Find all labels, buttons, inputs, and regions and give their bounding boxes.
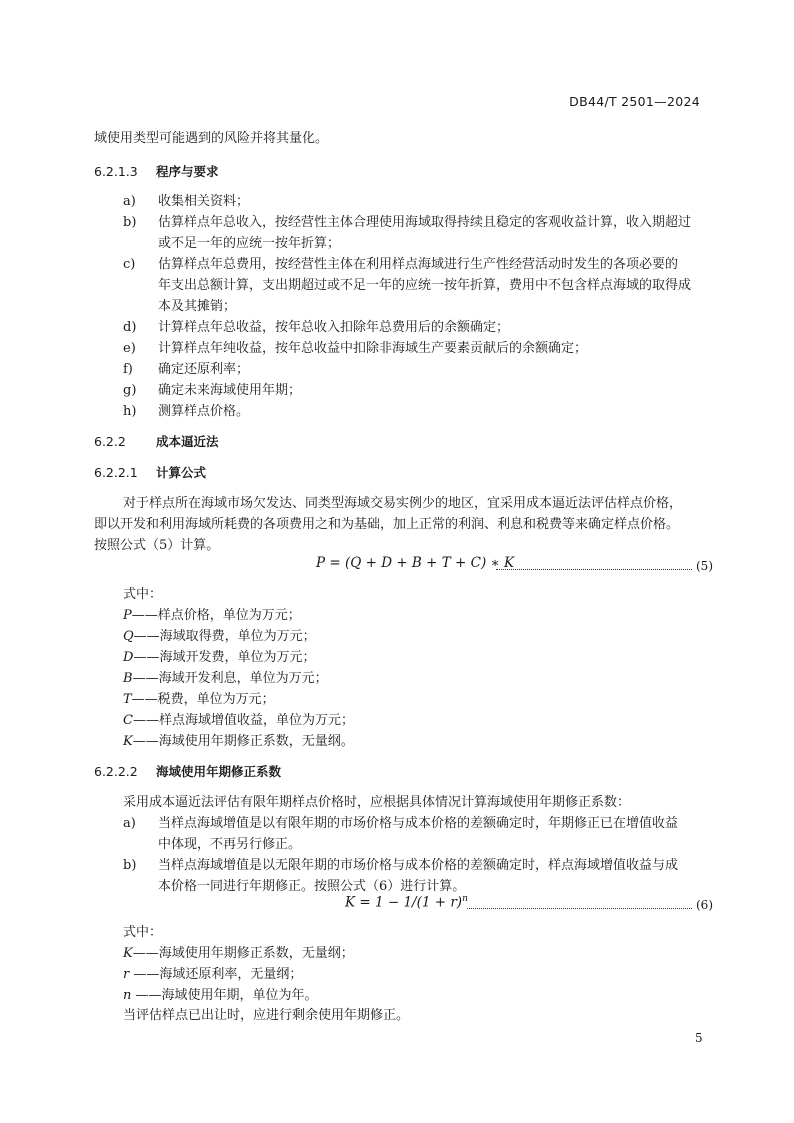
paragraph-line: 对于样点所在海域市场欠发达、同类型海域交易实例少的地区，宜采用成本逼近法评估样点价格，	[123, 496, 683, 511]
variable-description: ——海域开发利息，单位为万元；	[132, 671, 328, 686]
variable-definition	[123, 710, 354, 731]
closing-line: 当评估样点已出让时，应进行剩余使用年期修正。	[123, 1008, 410, 1023]
document-id: DB44/T 2501—2024	[569, 94, 700, 109]
intro-line: 域使用类型可能遇到的风险并将其量化。	[94, 131, 329, 146]
page-number: 5	[695, 1031, 703, 1045]
list-label: h)	[123, 404, 137, 419]
variable-description: ——海域使用年期修正系数，无量纲；	[132, 946, 354, 961]
where-label: 式中：	[123, 925, 163, 940]
section-number: 6.2.2.1	[94, 465, 138, 480]
section-heading-6-2-2	[94, 432, 219, 450]
variable-definition	[123, 985, 318, 1006]
formula-6	[345, 894, 468, 911]
section-heading-6-2-1-3	[94, 162, 219, 180]
variable-description: ——税费，单位为万元；	[131, 692, 275, 707]
variable-description: ——样点海域增值收益，单位为万元；	[132, 713, 354, 728]
list-item	[123, 813, 723, 855]
section-title: 计算公式	[156, 465, 207, 480]
section-title: 海域使用年期修正系数	[156, 764, 282, 779]
equation-number: (5)	[696, 559, 713, 573]
variable-symbol: K	[123, 734, 133, 749]
list-label: b)	[123, 858, 137, 873]
variable-symbol: B	[123, 671, 133, 686]
section-number: 6.2.1.3	[94, 164, 138, 179]
variable-definition	[123, 605, 301, 626]
leader-dots	[467, 908, 692, 909]
list-label: c)	[123, 257, 136, 272]
formula-body: K = 1 − 1/(1 + r)	[345, 894, 463, 911]
list-text: 年支出总额计算，支出期超过或不足一年的应统一按年折算，费用中不包含样点海域的取得成	[158, 278, 692, 293]
list-label: f)	[123, 362, 133, 377]
where-label: 式中：	[123, 587, 163, 602]
formula-exponent: n	[462, 894, 468, 904]
variable-description: ——海域还原利率，无量纲；	[129, 967, 303, 982]
list-text: 计算样点年纯收益，按年总收益中扣除非海域生产要素贡献后的余额确定；	[158, 341, 588, 356]
paragraph-line: 即以开发和利用海域所耗费的各项费用之和为基础，加上正常的利润、利息和税费等来确定样点价格。	[94, 517, 680, 532]
list-item	[123, 855, 723, 897]
list-item	[123, 254, 723, 317]
list-label: g)	[123, 383, 137, 398]
list-label: a)	[123, 816, 136, 831]
paragraph-line: 按照公式（5）计算。	[94, 538, 220, 553]
list-text: 估算样点年总收入，按经营性主体合理使用海域取得持续且稳定的客观收益计算，收入期超过	[158, 215, 692, 230]
equation-number: (6)	[696, 898, 713, 912]
list-text: 收集相关资料；	[158, 194, 250, 209]
list-text: 测算样点价格。	[158, 404, 250, 419]
variable-description: ——海域开发费，单位为万元；	[133, 650, 316, 665]
leader-dots	[496, 569, 692, 570]
list-label: b)	[123, 215, 137, 230]
list-text: 中体现，不再另行修正。	[158, 837, 302, 852]
list-text: 或不足一年的应统一按年折算；	[158, 236, 341, 251]
variable-description: ——样点价格，单位为万元；	[131, 608, 301, 623]
list-text: 当样点海域增值是以无限年期的市场价格与成本价格的差额确定时，样点海域增值收益与成	[158, 858, 679, 873]
variable-definition	[123, 731, 354, 752]
variable-definition	[123, 668, 328, 689]
list-text: 计算样点年总收益，按年总收入扣除年总费用后的余额确定；	[158, 320, 510, 335]
section-title: 成本逼近法	[156, 434, 219, 449]
list-label: e)	[123, 341, 136, 356]
list-text: 确定未来海域使用年期；	[158, 383, 302, 398]
list-item	[123, 359, 723, 380]
section-heading-6-2-2-2	[94, 762, 281, 780]
variable-definition	[123, 689, 275, 710]
list-label: a)	[123, 194, 136, 209]
variable-symbol: Q	[123, 629, 134, 644]
list-text: 确定还原利率；	[158, 362, 250, 377]
variable-symbol: T	[123, 692, 132, 707]
formula-5: P = (Q + D + B + T + C) ∗ K	[316, 555, 515, 571]
section-heading-6-2-2-1	[94, 463, 206, 481]
variable-description: ——海域取得费，单位为万元；	[133, 629, 316, 644]
variable-symbol: C	[123, 713, 133, 728]
variable-symbol: D	[123, 650, 134, 665]
list-label: d)	[123, 320, 137, 335]
variable-definition	[123, 964, 302, 985]
section-number: 6.2.2	[94, 434, 126, 449]
variable-description: ——海域使用年期修正系数，无量纲。	[132, 734, 354, 749]
variable-description: ——海域使用年期，单位为年。	[131, 988, 318, 1003]
variable-definition	[123, 647, 315, 668]
list-item	[123, 317, 723, 338]
list-text: 当样点海域增值是以有限年期的市场价格与成本价格的差额确定时，年期修正已在增值收益	[158, 816, 679, 831]
list-text: 本及其摊销；	[158, 299, 237, 314]
variable-definition	[123, 626, 316, 647]
variable-symbol: P	[123, 608, 132, 623]
list-text: 估算样点年总费用，按经营性主体在利用样点海域进行生产性经营活动时发生的各项必要的	[158, 257, 679, 272]
list-item	[123, 191, 723, 212]
variable-symbol: K	[123, 946, 133, 961]
variable-symbol: r	[123, 967, 130, 982]
section-number: 6.2.2.2	[94, 764, 138, 779]
list-item	[123, 380, 723, 401]
list-text: 本价格一同进行年期修正。按照公式（6）进行计算。	[158, 879, 466, 894]
paragraph-line: 采用成本逼近法评估有限年期样点价格时，应根据具体情况计算海域使用年期修正系数：	[123, 795, 631, 810]
variable-definition	[123, 943, 354, 964]
list-item	[123, 401, 723, 422]
section-title: 程序与要求	[156, 164, 219, 179]
variable-symbol: n	[123, 988, 132, 1003]
list-item	[123, 338, 723, 359]
list-item	[123, 212, 723, 254]
